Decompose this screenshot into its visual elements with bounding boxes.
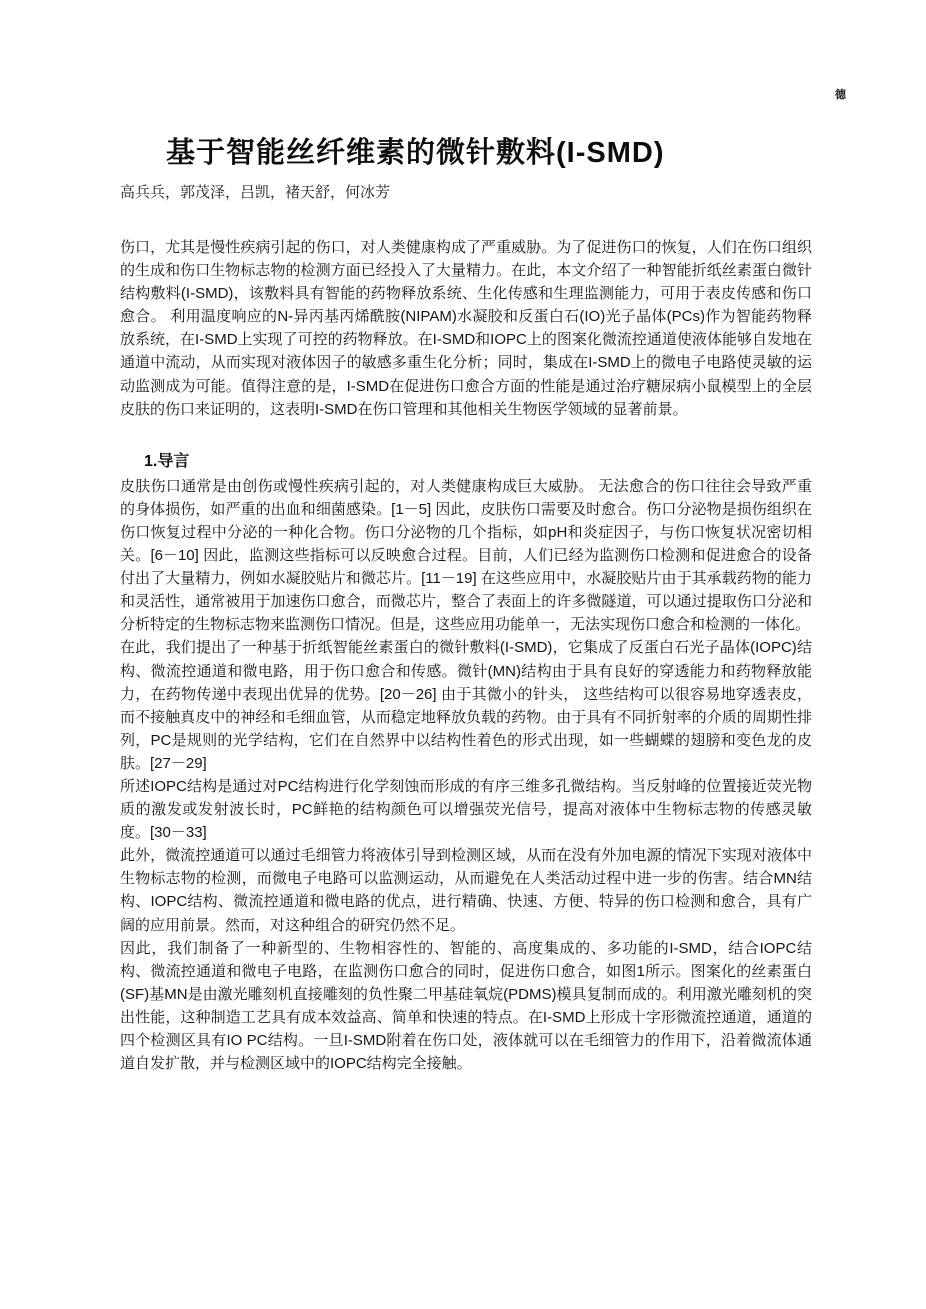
intro-paragraph-5: 因此，我们制备了一种新型的、生物相容性的、智能的、高度集成的、多功能的I-SMD，结合IOPC结构、微流控通道和微电子电路，在监测伤口愈合的同时，促进伤口愈合，如图1所示。图案化的丝素蛋白(SF)基MN是由激光雕刻机直接雕刻的负性聚二甲基硅氧烷(PDMS)模具复制而成的。利用激光雕刻机的突出性能，这种制造工艺具有成本效益高、简单和快速的特点。在I-SMD上形成十字形微流控通道，通道的四个检测区具有IO PC结构。一旦I-SMD附着在伤口处，液体就可以在毛细管力的作用下，沿着微流体通道自发扩散，并与检测区域中的IOPC结构完全接触。 bbox=[120, 939, 812, 1073]
abstract-paragraph: 伤口，尤其是慢性疾病引起的伤口，对人类健康构成了严重威胁。为了促进伤口的恢复，人们在伤口组织的生成和伤口生物标志物的检测方面已经投入了大量精力。在此，本文介绍了一种智能折纸丝素蛋白微针结构敷料(I-SMD)，该敷料具有智能的药物释放系统、生化传感和生理监测能力，可用于表皮传感和伤口愈合。 利用温度响应的N-异丙基丙烯酰胺(NIPAM)水凝胶和反蛋白石(IO)光子晶体(PCs)作为智能药物释放系统，在I-SMD上实现了可控的药物释放。在I-SMD和IOPC上的图案化微流控通道使液体能够自发地在通道中流动，从而实现对液体因子的敏感多重生化分析；同时，集成在I-SMD上的微电子电路使灵敏的运动监测成为可能。值得注意的是，I-SMD在促进伤口愈合方面的性能是通过治疗糖尿病小鼠模型上的全层皮肤的伤口来证明的，这表明I-SMD在伤口管理和其他相关生物医学领域的显著前景。 bbox=[120, 239, 812, 418]
authors-line: 高兵兵，郭茂泽，吕凯，褚天舒，何冰芳 bbox=[120, 184, 391, 201]
section-heading-introduction: 1.导言 bbox=[144, 452, 190, 470]
paper-title: 基于智能丝纤维素的微针敷料(I-SMD) bbox=[166, 137, 665, 169]
intro-paragraph-3: 所述IOPC结构是通过对PC结构进行化学刻蚀而形成的有序三维多孔微结构。当反射峰的位置接近荧光物质的激发或发射波长时，PC鲜艳的结构颜色可以增强荧光信号，提高对液体中生物标志物的传感灵敏度。[30－33] bbox=[120, 777, 812, 842]
corner-mark: 德 bbox=[835, 89, 846, 101]
document-content bbox=[120, 0, 812, 1075]
intro-paragraph-2: 在此，我们提出了一种基于折纸智能丝素蛋白的微针敷料(I-SMD)，它集成了反蛋白石光子晶体(IOPC)结构、微流控通道和微电路，用于伤口愈合和传感。微针(MN)结构由于具有良好的穿透能力和药物释放能力，在药物传递中表现出优异的优势。[20－26] 由于其微小的针头， 这些结构可以很容易地穿透表皮，而不接触真皮中的神经和毛细血管，从而稳定地释放负载的药物。由于具有不同折射率的介质的周期性排列，PC是规则的光学结构，它们在自然界中以结构性着色的形式出现，如一些蝴蝶的翅膀和变色龙的皮肤。[27－29] bbox=[120, 639, 812, 772]
intro-paragraph-1: 皮肤伤口通常是由创伤或慢性疾病引起的，对人类健康构成巨大威胁。 无法愈合的伤口往往会导致严重的身体损伤，如严重的出血和细菌感染。[1－5] 因此，皮肤伤口需要及时愈合。伤口分泌物是损伤组织在伤口恢复过程中分泌的一种化合物。伤口分泌物的几个指标，如pH和炎症因子，与伤口恢复状况密切相关。[6－10] 因此，监测这些指标可以反映愈合过程。目前，人们已经为监测伤口检测和促进愈合的设备付出了大量精力，例如水凝胶贴片和微芯片。[11－19] 在这些应用中，水凝胶贴片由于其承载药物的能力和灵活性，通常被用于加速伤口愈合，而微芯片，整合了表面上的许多微隧道，可以通过提取伤口分泌和分析特定的生物标志物来监测伤口情况。但是，这些应用功能单一，无法实现伤口愈合和检测的一体化。 bbox=[120, 477, 812, 634]
intro-paragraph-4: 此外，微流控通道可以通过毛细管力将液体引导到检测区域，从而在没有外加电源的情况下实现对液体中生物标志物的检测，而微电子电路可以监测运动，从而避免在人类活动过程中进一步的伤害。结合MN结构、IOPC结构、微流控通道和微电路的优点，进行精确、快速、方便、特异的伤口检测和愈合，具有广阔的应用前景。然而，对这种组合的研究仍然不足。 bbox=[120, 847, 812, 934]
